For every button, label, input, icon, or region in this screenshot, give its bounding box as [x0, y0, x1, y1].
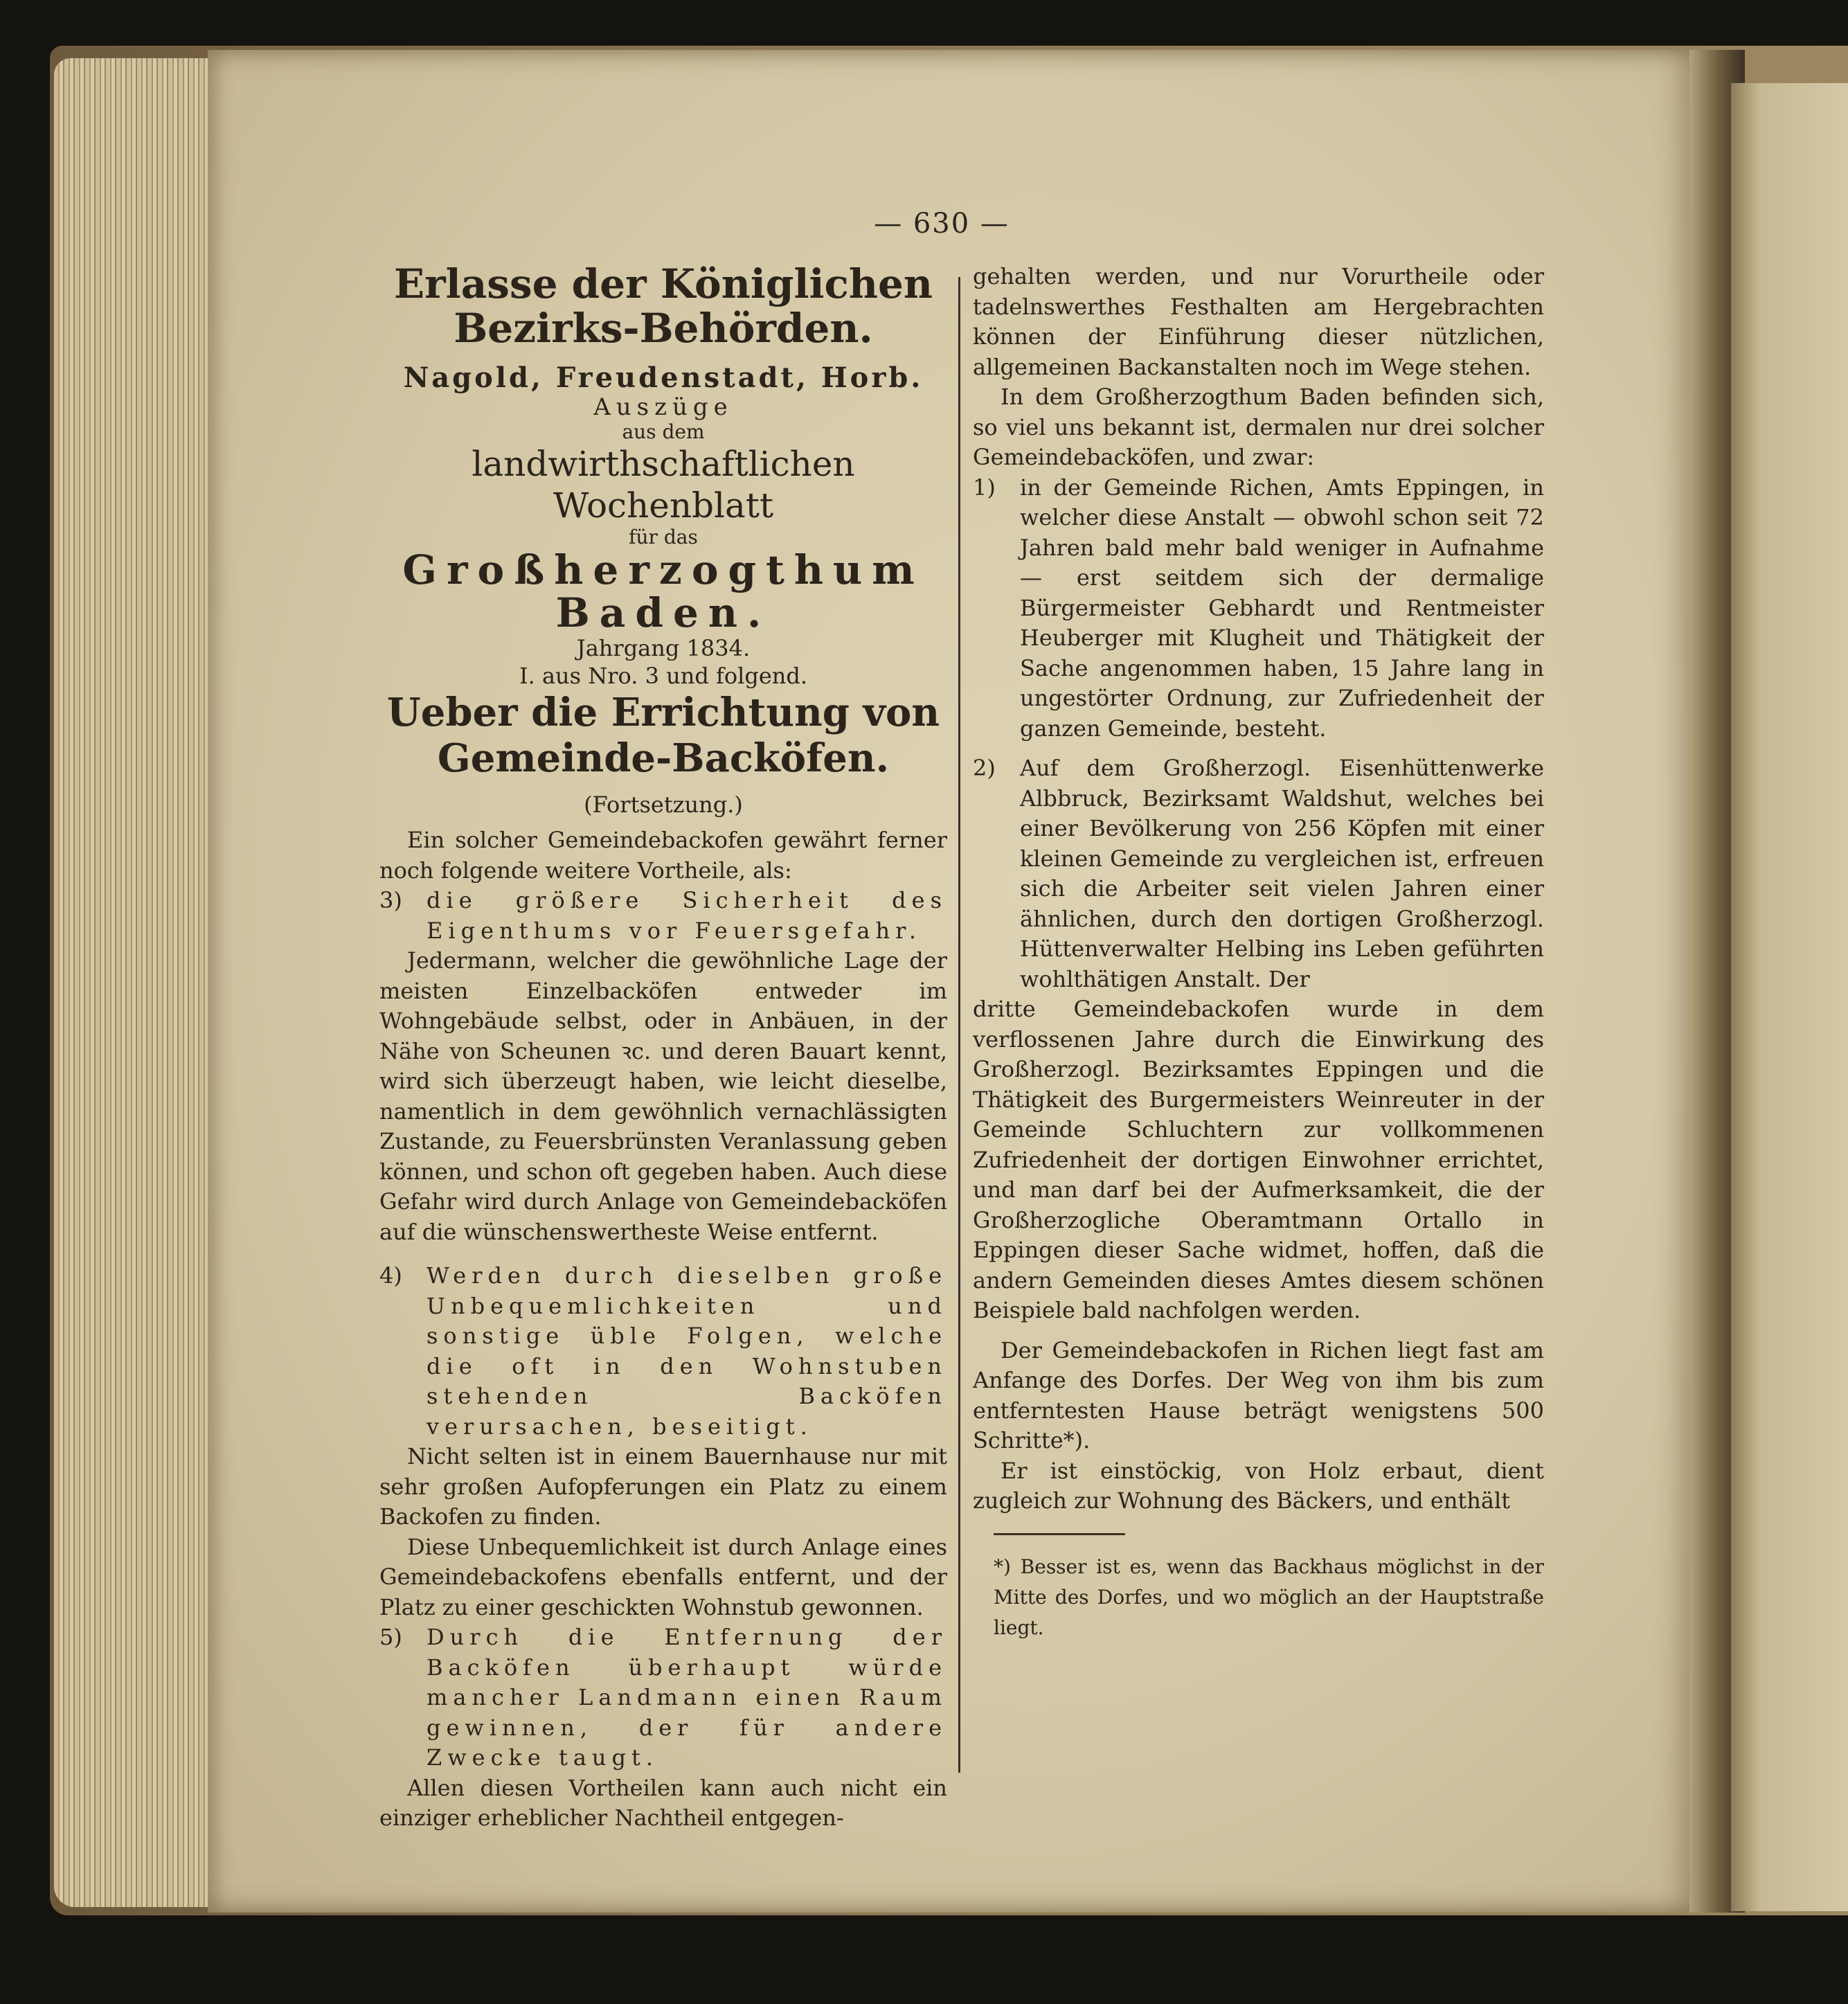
list-text: Auf dem Großherzogl. Eisenhüttenwerke Albbruck, Bezirksamt Waldshut, welches bei einer Bevölkerung von 256 Köpfen mit einer kleinen Gemeinde zu vergleichen ist, erfreuen sich die Arbeiter seit vielen Jahren einer ähnlichen, durch den dortigen Großherzogl. Hüttenverwalter Helbing ins Leben geführten wohlthätigen Anstalt. Der	[1020, 755, 1544, 992]
footnote-rule	[994, 1533, 1125, 1535]
footnote: *) Besser ist es, wenn das Backhaus möglichst in der Mitte des Dorfes, und wo möglich an der Hauptstraße liegt.	[994, 1555, 1544, 1639]
year-line: Jahrgang 1834.	[576, 635, 751, 661]
list-text: die größere Sicherheit des Eigenthums vor Feuersgefahr.	[427, 887, 947, 944]
place-names: Nagold, Freudenstadt, Horb.	[403, 361, 924, 394]
list-number: 2)	[973, 755, 996, 781]
list-item	[379, 1622, 947, 1773]
list-text: Durch die Entfernung der Backöfen überhaupt würde mancher Landmann einen Raum gewinnen, der für andere Zwecke taugt.	[427, 1624, 947, 1771]
list-number: 5)	[379, 1624, 402, 1650]
paragraph: Diese Unbequemlichkeit ist durch Anlage eines Gemeindebackofens ebenfalls entfernt, und der Platz zu einer geschickten Wohnstub gewonnen.	[379, 1533, 947, 1620]
duchy-title: Großherzogthum Baden.	[402, 546, 924, 636]
excerpts-label: Auszüge	[593, 393, 733, 421]
continued-label: (Fortsetzung.)	[584, 791, 743, 818]
from-the-label: aus dem	[622, 420, 705, 443]
for-the-label: für das	[629, 526, 698, 548]
list-number: 3)	[379, 887, 402, 913]
weekly-title: landwirthschaftlichen Wochenblatt	[472, 444, 855, 526]
list-item	[379, 1261, 947, 1442]
list-item	[379, 886, 947, 946]
list-item	[973, 473, 1544, 744]
list-text: in der Gemeinde Richen, Amts Eppingen, in welcher diese Anstalt — obwohl schon seit 72 Jahren bald mehr bald weniger in Aufnahme — erst seitdem sich der dermalige Bürgermeister Gebhardt und Rentmeister Heuberger mit Klugheit und Thätigkeit der Sache angenommen haben, 15 Jahre lang in ungestörter Ordnung, zur Zufriedenheit der ganzen Gemeinde, besteht.	[1020, 474, 1544, 742]
paragraph: Allen diesen Vortheilen kann auch nicht ein einziger erheblicher Nachtheil entgegen-	[379, 1774, 947, 1831]
paragraph: Ein solcher Gemeindebackofen gewährt ferner noch folgende weitere Vortheile, als:	[379, 827, 947, 884]
list-item	[973, 753, 1544, 994]
article-title: Ueber die Errichtung von Gemeinde-Backöfen.	[386, 690, 940, 781]
paragraph: Nicht selten ist in einem Bauernhause nur mit sehr großen Aufopferungen ein Platz zu einem Backofen zu finden.	[379, 1443, 947, 1530]
page-number: — 630 —	[874, 208, 1010, 240]
section-heading: Erlasse der Königlichen Bezirks-Behörden.	[393, 260, 933, 352]
left-column	[379, 262, 947, 1834]
paragraph: Der Gemeindebackofen in Richen liegt fast am Anfange des Dorfes. Der Weg von ihm bis zum entferntesten Hause beträgt wenigstens 500 Schritte*).	[973, 1336, 1544, 1453]
list-number: 4)	[379, 1262, 402, 1289]
list-number: 1)	[973, 474, 996, 501]
right-column	[973, 262, 1544, 1643]
paragraph: Jedermann, welcher die gewöhnliche Lage der meisten Einzelbacköfen entweder im Wohngebäude selbst, oder in Anbäuen, in der Nähe von Scheunen ꝛc. und deren Bauart kennt, wird sich überzeugt haben, wie leicht dieselbe, namentlich in dem gewöhnlich vernachlässigten Zustande, zu Feuersbrünsten Veranlassung geben können, und schon oft gegeben haben. Auch diese Gefahr wird durch Anlage von Gemeindebacköfen auf die wünschenswertheste Weise entfernt.	[379, 947, 947, 1245]
paragraph: gehalten werden, und nur Vorurtheile oder tadelnswerthes Festhalten am Hergebrachten können der Einführung dieser nützlichen, allgemeinen Backanstalten noch im Wege stehen.	[973, 263, 1544, 380]
column-rule	[958, 277, 960, 1773]
paragraph: dritte Gemeindebackofen wurde in dem verflossenen Jahre durch die Einwirkung des Großherzogl. Bezirksamtes Eppingen und die Thätigkeit des Burgermeisters Weinreuter in der Gemeinde Schluchtern zur vollkommenen Zufriedenheit der dortigen Einwohner errichtet, und man darf bei der Aufmerksamkeit, die der Großherzogliche Oberamtmann Ortallo in Eppingen dieser Sache widmet, hoffen, daß die andern Gemeinden dieses Amtes diesem schönen Beispiele bald nachfolgen werden.	[973, 996, 1544, 1323]
issue-line: I. aus Nro. 3 und folgend.	[519, 663, 808, 689]
paragraph: Er ist einstöckig, von Holz erbaut, dient zugleich zur Wohnung des Bäckers, und enthält	[973, 1457, 1544, 1514]
list-text: Werden durch dieselben große Unbequemlichkeiten und sonstige üble Folgen, welche die oft in den Wohnstuben stehenden Backöfen verursachen, beseitigt.	[427, 1262, 947, 1440]
paragraph: In dem Großherzogthum Baden befinden sich, so viel uns bekannt ist, dermalen nur drei solcher Gemeindebacköfen, und zwar:	[973, 384, 1544, 470]
